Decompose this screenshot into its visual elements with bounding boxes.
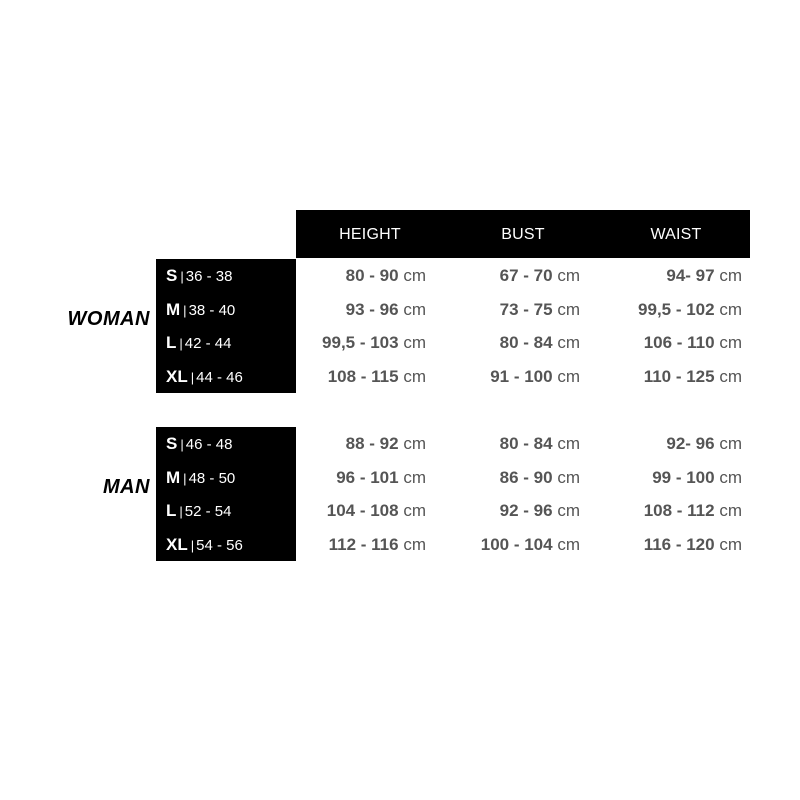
cell-height <box>346 293 426 327</box>
column-header-bar <box>296 210 750 258</box>
unit-label: cm <box>719 333 742 352</box>
size-label <box>156 528 296 562</box>
size-label <box>156 461 296 495</box>
size-letter: L <box>166 333 177 352</box>
size-separator: | <box>183 302 187 318</box>
unit-label: cm <box>557 333 580 352</box>
value-range: 106 - 110 <box>643 333 715 352</box>
value-range: 91 - 100 <box>490 366 553 386</box>
unit-label: cm <box>557 467 580 487</box>
unit-label: cm <box>557 434 580 453</box>
unit-label: cm <box>403 534 426 554</box>
value-range: 108 - 115 <box>327 366 399 386</box>
cell-height <box>346 259 426 293</box>
size-label <box>156 259 296 293</box>
size-label <box>156 326 296 360</box>
value-range: 92 - 96 <box>499 501 553 520</box>
value-range: 99,5 - 102 <box>638 299 715 319</box>
size-separator: | <box>179 336 183 351</box>
size-separator: | <box>190 537 195 553</box>
size-letter: L <box>166 501 177 520</box>
value-range: 93 - 96 <box>345 299 399 319</box>
unit-label: cm <box>719 366 742 386</box>
group-label-woman: WOMAN <box>67 308 150 330</box>
cell-bust <box>500 427 580 461</box>
unit-label: cm <box>403 434 426 453</box>
value-range: 80 - 84 <box>499 333 553 352</box>
column-header-bust: BUST <box>501 226 545 243</box>
value-range: 94- 97 <box>666 266 715 285</box>
value-range: 104 - 108 <box>326 501 399 520</box>
unit-label: cm <box>403 333 426 352</box>
cell-height <box>329 528 426 562</box>
cell-waist <box>666 427 742 461</box>
unit-label: cm <box>719 501 742 520</box>
column-header-waist: WAIST <box>650 226 702 243</box>
size-letter: S <box>166 266 178 285</box>
size-separator: | <box>179 504 183 519</box>
value-range: 100 - 104 <box>480 534 553 554</box>
value-range: 116 - 120 <box>643 534 715 554</box>
size-separator: | <box>180 269 184 284</box>
unit-label: cm <box>719 266 742 285</box>
value-range: 88 - 92 <box>345 434 399 453</box>
size-separator: | <box>183 470 187 486</box>
size-letter: XL <box>166 366 188 386</box>
size-range: 36 - 38 <box>185 268 233 285</box>
cell-bust <box>500 259 580 293</box>
unit-label: cm <box>719 434 742 453</box>
unit-label: cm <box>403 467 426 487</box>
unit-label: cm <box>403 266 426 285</box>
cell-waist <box>666 259 742 293</box>
value-range: 96 - 101 <box>336 467 399 487</box>
size-letter: M <box>166 299 181 319</box>
size-label <box>156 494 296 528</box>
value-range: 108 - 112 <box>643 501 715 520</box>
size-label <box>156 427 296 461</box>
group-label-man: MAN <box>102 476 150 498</box>
size-range: 42 - 44 <box>184 335 232 352</box>
value-range: 92- 96 <box>666 434 715 453</box>
size-separator: | <box>180 437 184 452</box>
unit-label: cm <box>403 299 426 319</box>
column-header-height: HEIGHT <box>339 226 401 243</box>
size-range: 54 - 56 <box>196 536 243 554</box>
value-range: 80 - 90 <box>345 266 399 285</box>
size-block-man <box>156 427 296 561</box>
cell-height <box>336 461 426 495</box>
size-block-woman <box>156 259 296 393</box>
cell-height <box>327 494 426 528</box>
size-letter: XL <box>166 534 188 554</box>
unit-label: cm <box>557 299 580 319</box>
unit-label: cm <box>719 534 742 554</box>
cell-waist <box>638 293 742 327</box>
cell-bust <box>481 528 580 562</box>
value-range: 110 - 125 <box>643 366 715 386</box>
size-label <box>156 293 296 327</box>
size-range: 44 - 46 <box>196 368 243 386</box>
value-range: 99 - 100 <box>652 467 715 487</box>
value-range: 73 - 75 <box>499 299 553 319</box>
size-range: 48 - 50 <box>188 469 236 487</box>
size-range: 38 - 40 <box>188 301 236 319</box>
cell-height <box>328 360 426 394</box>
cell-bust <box>490 360 580 394</box>
cell-waist <box>652 461 742 495</box>
unit-label: cm <box>719 299 742 319</box>
cell-waist <box>644 494 742 528</box>
cell-height <box>322 326 426 360</box>
cell-bust <box>500 293 580 327</box>
cell-waist <box>644 326 742 360</box>
value-range: 112 - 116 <box>328 534 399 554</box>
size-letter: M <box>166 467 181 487</box>
value-range: 67 - 70 <box>499 266 553 285</box>
cell-bust <box>500 326 580 360</box>
value-range: 99,5 - 103 <box>322 333 399 352</box>
unit-label: cm <box>557 534 580 554</box>
unit-label: cm <box>403 366 426 386</box>
size-range: 46 - 48 <box>185 436 233 453</box>
cell-height <box>346 427 426 461</box>
cell-bust <box>500 494 580 528</box>
size-range: 52 - 54 <box>184 503 232 520</box>
cell-waist <box>644 528 742 562</box>
size-label <box>156 360 296 394</box>
value-range: 80 - 84 <box>499 434 553 453</box>
unit-label: cm <box>557 501 580 520</box>
size-separator: | <box>190 369 195 385</box>
size-letter: S <box>166 434 178 453</box>
unit-label: cm <box>557 266 580 285</box>
unit-label: cm <box>403 501 426 520</box>
unit-label: cm <box>557 366 580 386</box>
cell-bust <box>500 461 580 495</box>
value-range: 86 - 90 <box>499 467 553 487</box>
unit-label: cm <box>719 467 742 487</box>
cell-waist <box>644 360 742 394</box>
